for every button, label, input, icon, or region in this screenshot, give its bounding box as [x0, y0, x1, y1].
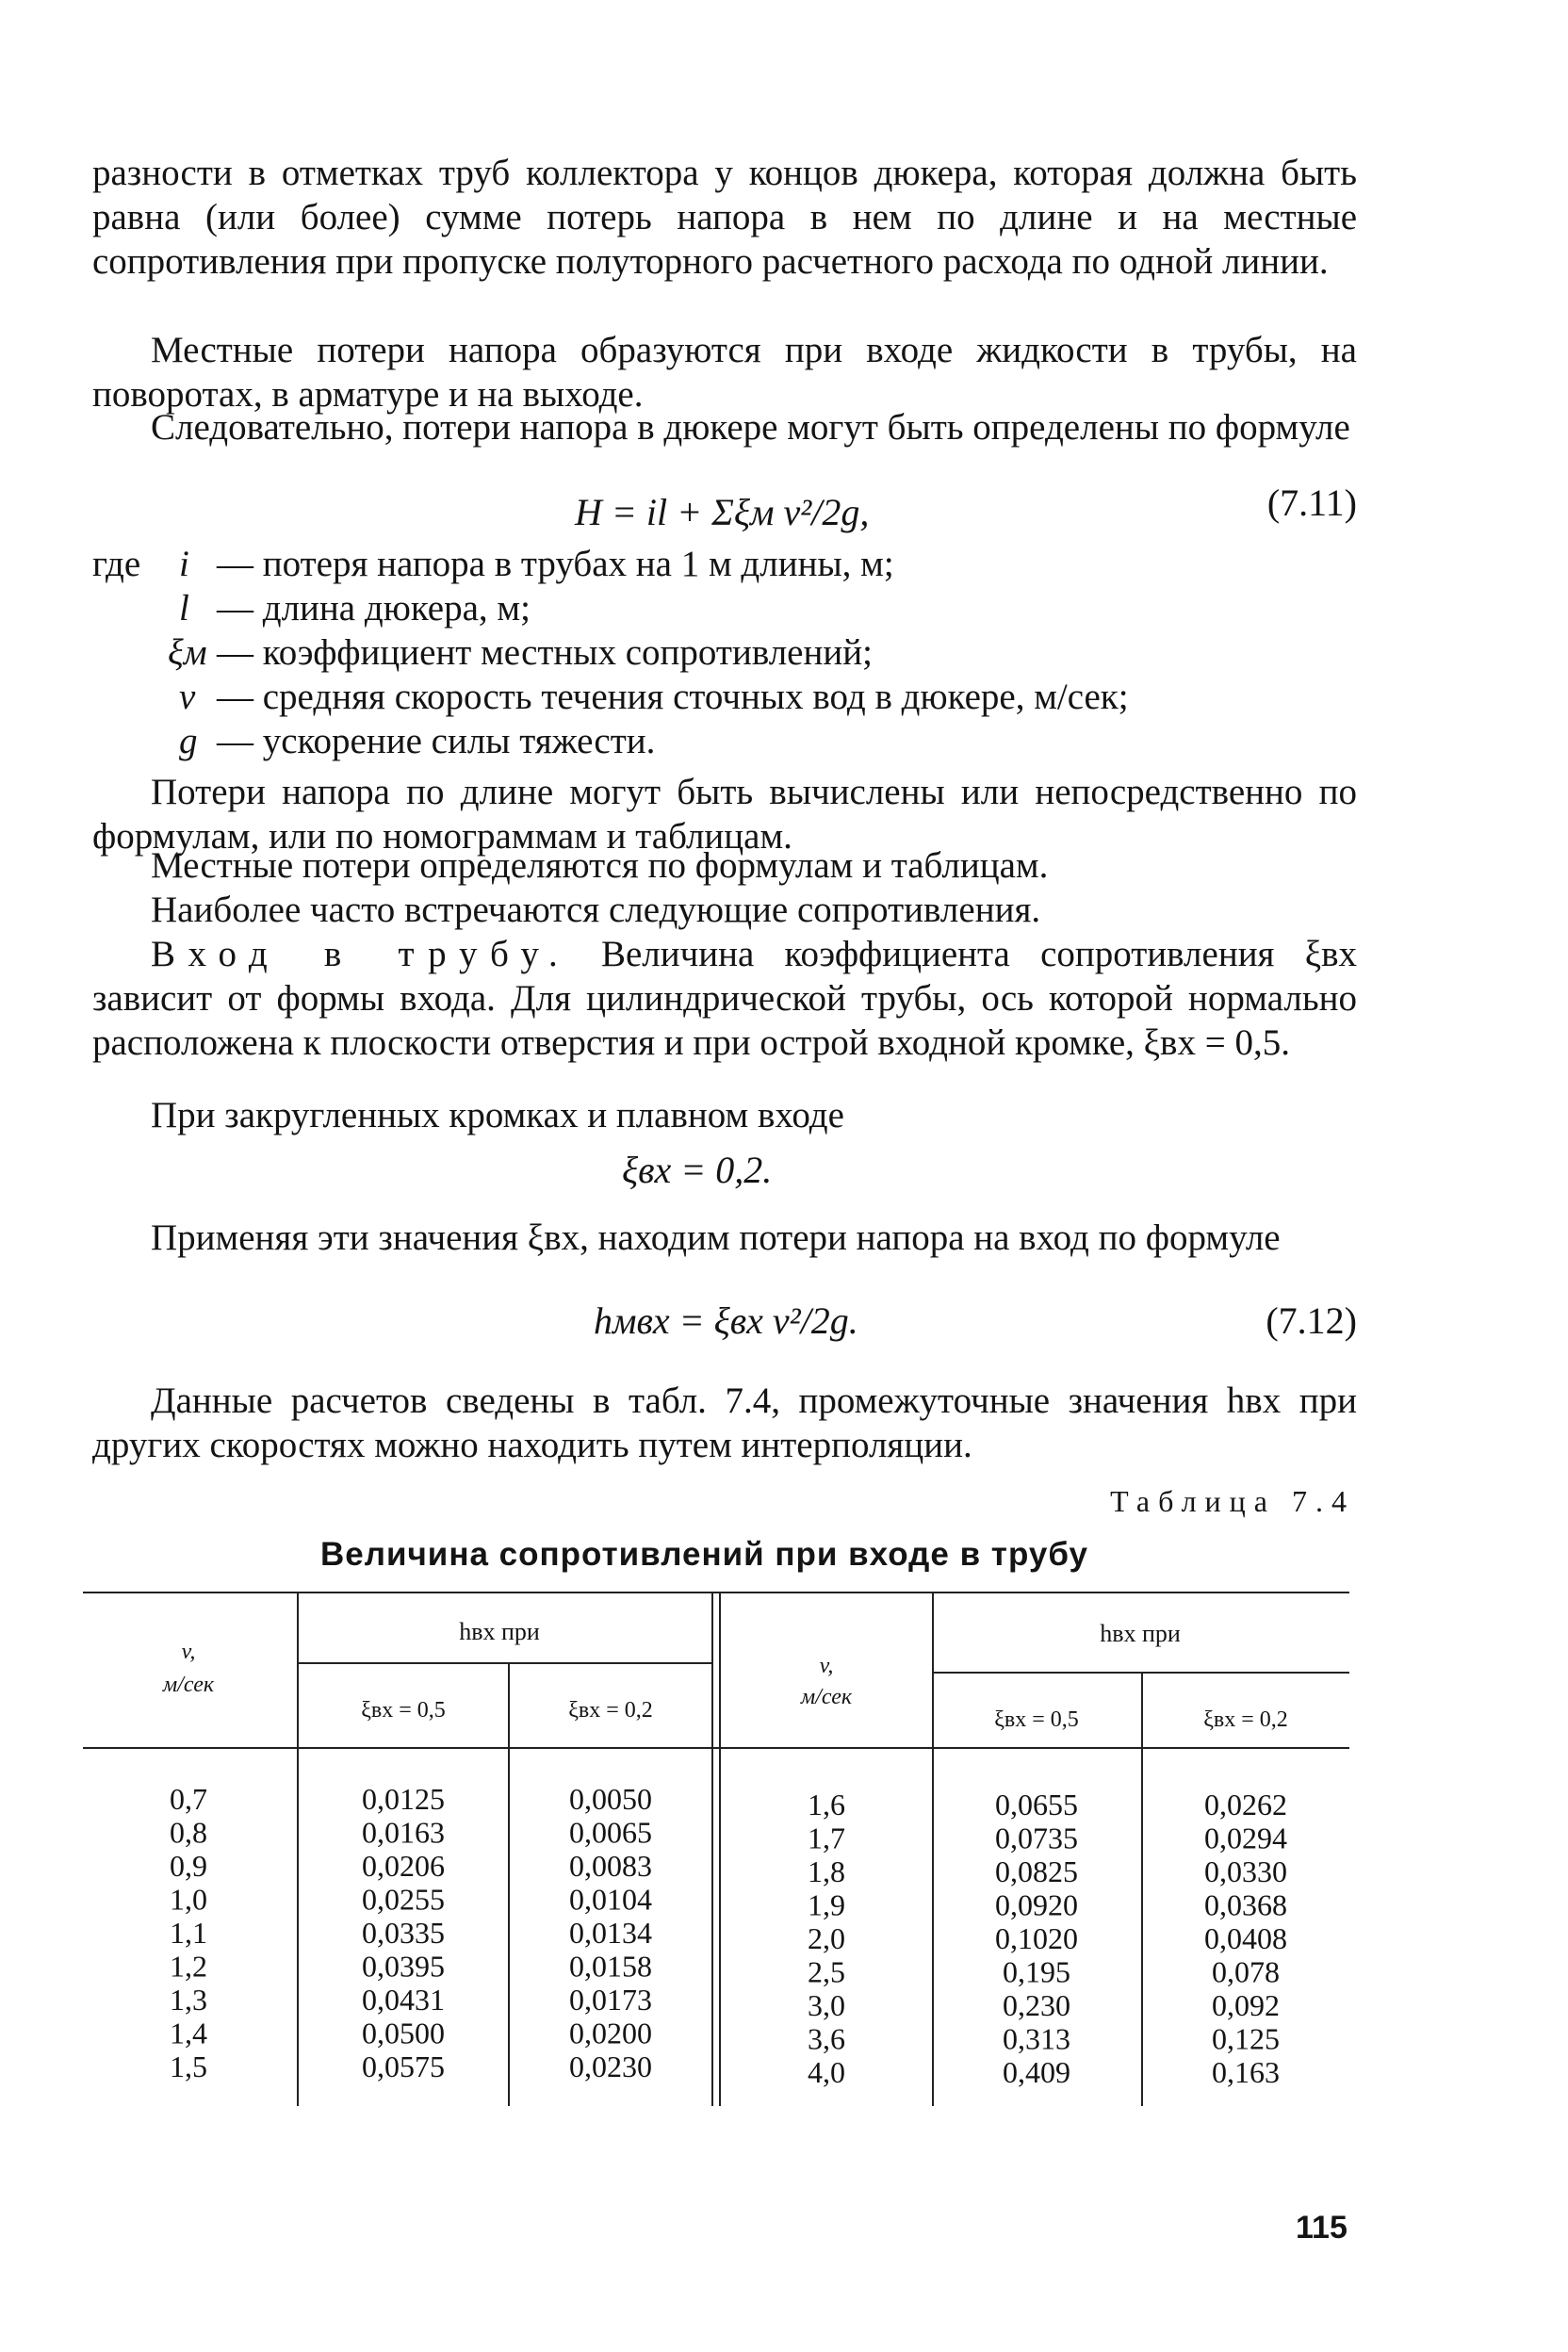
cell-h05-left: 0,0500 — [362, 2016, 445, 2050]
cell-h02-left: 0,0158 — [569, 1949, 652, 1984]
header-h-left: hвх при — [459, 1618, 540, 1645]
table-rules — [83, 1592, 1349, 2106]
cell-h02-left: 0,0200 — [569, 2016, 652, 2050]
cell-v-right: 1,6 — [808, 1788, 845, 1821]
cell-h02-right: 0,0294 — [1204, 1821, 1287, 1855]
paragraph-5: Местные потери определяются по формулам и таблицам. — [151, 845, 1049, 886]
cell-v-right: 2,5 — [808, 1954, 845, 1989]
def-symbol-v: v — [179, 677, 196, 717]
cell-h02-right: 0,163 — [1212, 2055, 1280, 2089]
cell-h02-left: 0,0104 — [569, 1882, 652, 1917]
cell-h05-right: 0,0735 — [995, 1821, 1078, 1855]
paragraph-9: Применяя эти значения ξвх, находим потери напора на вход по формуле — [151, 1217, 1281, 1258]
paragraph-10: Данные расчетов сведены в табл. 7.4, промежуточные значения hвх при других скоростях можно находить путем интерполяции. — [92, 1380, 1357, 1465]
header-h-right: hвх при — [1100, 1620, 1181, 1647]
paragraph-7-text: Величина коэффициента сопротивления ξвх зависит от формы входа. Для цилиндрической трубы, ось которой нормально расположена к плоскости отверстия и при острой входной кромке, ξвх = 0,5. — [92, 934, 1358, 1063]
subheader-02-left: ξвх = 0,2 — [568, 1698, 653, 1723]
formula-rounded-inlet: ξвх = 0,2. — [622, 1149, 773, 1191]
cell-v-left: 0,8 — [170, 1815, 207, 1850]
cell-v-right: 1,9 — [808, 1887, 845, 1922]
cell-h02-right: 0,0368 — [1204, 1887, 1287, 1922]
paragraph-4: Потери напора по длине могут быть вычислены или непосредственно по формулам, или по номограммам и таблицам. — [92, 772, 1357, 857]
cell-h05-left: 0,0255 — [362, 1882, 445, 1917]
header-v-right: v, — [819, 1654, 834, 1678]
equation-number-7-12: (7.12) — [1266, 1299, 1357, 1342]
header-v-left: v, — [181, 1640, 196, 1664]
def-text-v: — средняя скорость течения сточных вод в дюкере, м/сек; — [217, 677, 1129, 717]
cell-h02-right: 0,0408 — [1204, 1921, 1287, 1955]
cell-v-right: 1,8 — [808, 1854, 845, 1888]
table-title: Величина сопротивлений при входе в трубу — [320, 1536, 1088, 1573]
cell-h05-left: 0,0431 — [362, 1983, 445, 2017]
def-symbol-g: g — [179, 721, 198, 761]
paragraph-1: разности в отметках труб коллектора у концов дюкера, которая должна быть равна (или более) сумме потерь напора в нем по длине и на местные сопротивления при пропуске полуторного расчетного расхода по одной линии. — [92, 153, 1357, 282]
cell-v-right: 3,6 — [808, 2021, 845, 2056]
paragraph-3: Следовательно, потери напора в дюкере могут быть определены по формуле — [151, 407, 1350, 448]
where-label: где — [92, 544, 141, 584]
header-v-unit-right: м/сек — [800, 1685, 853, 1709]
cell-v-right: 2,0 — [808, 1921, 845, 1955]
def-text-i: — потеря напора в трубах на 1 м длины, м; — [217, 544, 894, 584]
cell-h05-left: 0,0575 — [362, 2050, 445, 2083]
paragraph-8: При закругленных кромках и плавном входе — [151, 1095, 844, 1135]
cell-v-left: 1,1 — [170, 1916, 207, 1950]
cell-v-right: 3,0 — [808, 1988, 845, 2022]
subheader-05-left: ξвх = 0,5 — [361, 1698, 446, 1723]
cell-h02-left: 0,0230 — [569, 2050, 652, 2083]
cell-h05-left: 0,0206 — [362, 1849, 445, 1883]
cell-h05-right: 0,313 — [1003, 2021, 1070, 2056]
cell-v-left: 1,3 — [170, 1983, 207, 2017]
cell-h05-right: 0,230 — [1003, 1988, 1070, 2022]
cell-h02-left: 0,0134 — [569, 1916, 652, 1950]
cell-h05-left: 0,0163 — [362, 1815, 445, 1850]
cell-h02-left: 0,0083 — [569, 1849, 652, 1883]
cell-h02-right: 0,078 — [1212, 1954, 1280, 1989]
cell-v-left: 0,9 — [170, 1849, 207, 1883]
def-text-l: — длина дюкера, м; — [217, 588, 531, 629]
cell-h05-right: 0,0655 — [995, 1788, 1078, 1821]
paragraph-2: Местные потери напора образуются при входе жидкости в трубы, на поворотах, в арматуре и на выходе. — [92, 330, 1357, 415]
cell-h02-right: 0,0330 — [1204, 1854, 1287, 1888]
cell-v-left: 1,0 — [170, 1882, 207, 1917]
equation-number-7-11: (7.11) — [1266, 482, 1357, 524]
cell-h02-left: 0,0050 — [569, 1782, 652, 1816]
cell-v-left: 1,4 — [170, 2016, 207, 2050]
paragraph-6: Наиболее часто встречаются следующие сопротивления. — [151, 890, 1041, 930]
cell-v-right: 1,7 — [808, 1821, 845, 1855]
def-symbol-l: l — [179, 588, 189, 629]
cell-v-right: 4,0 — [808, 2055, 845, 2089]
def-symbol-xi-m: ξм — [168, 632, 207, 673]
cell-h02-right: 0,125 — [1212, 2021, 1280, 2056]
cell-h05-right: 0,1020 — [995, 1921, 1078, 1955]
table-body — [170, 1782, 1287, 2089]
def-text-xi-m: — коэффициент местных сопротивлений; — [217, 632, 873, 673]
cell-v-left: 0,7 — [170, 1782, 207, 1816]
cell-h02-right: 0,0262 — [1204, 1788, 1287, 1821]
page-number: 115 — [1296, 2210, 1348, 2246]
cell-v-left: 1,2 — [170, 1949, 207, 1984]
cell-h05-left: 0,0125 — [362, 1782, 445, 1816]
subheader-05-right: ξвх = 0,5 — [994, 1707, 1079, 1732]
cell-h05-right: 0,409 — [1003, 2055, 1070, 2089]
subheader-02-right: ξвх = 0,2 — [1203, 1707, 1288, 1732]
cell-h02-right: 0,092 — [1212, 1988, 1280, 2022]
def-text-g: — ускорение силы тяжести. — [217, 721, 656, 761]
formula-7-11: H = il + Σξм v²/2g, — [575, 491, 870, 533]
cell-h05-left: 0,0335 — [362, 1916, 445, 1950]
cell-h05-right: 0,0825 — [995, 1854, 1078, 1888]
header-v-unit-left: м/сек — [162, 1673, 215, 1697]
section-heading-inlet: Вход в трубу. — [151, 934, 571, 974]
cell-h02-left: 0,0173 — [569, 1983, 652, 2017]
def-symbol-i: i — [179, 544, 189, 584]
cell-h05-right: 0,0920 — [995, 1887, 1078, 1922]
cell-h05-right: 0,195 — [1003, 1954, 1070, 1989]
table-caption: Таблица 7.4 — [1110, 1484, 1355, 1518]
formula-7-12: hмвх = ξвх v²/2g. — [594, 1299, 858, 1342]
cell-h02-left: 0,0065 — [569, 1815, 652, 1850]
cell-h05-left: 0,0395 — [362, 1949, 445, 1984]
cell-v-left: 1,5 — [170, 2050, 207, 2083]
table-headers — [162, 1618, 1288, 1732]
